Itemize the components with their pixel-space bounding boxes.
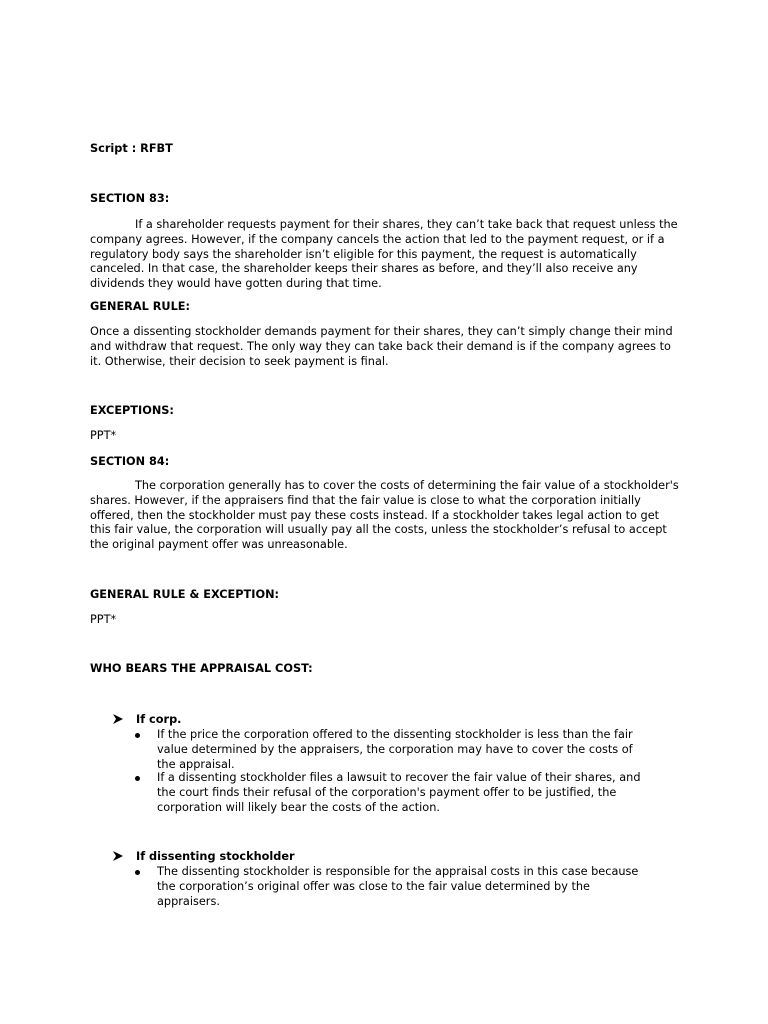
general-rule-paragraph: Once a dissenting stockholder demands payment for their shares, they can’t simply change their mind and withdraw that request. The only way they can take back their demand is if the company agrees to it. Otherwise, their decision to seek payment is final. bbox=[90, 325, 673, 368]
section-84-paragraph: The corporation generally has to cover the costs of determining the fair value of a stockholder's shares. However, if the appraisers find that the fair value is close to what the corporation initially offered, then the stockholder must pay these costs instead. If a stockholder takes legal action to get this fair value, the corporation will usually pay all the costs, unless the stockholder’s refusal to accept the original payment offer was unreasonable. bbox=[90, 479, 679, 552]
appraisal-bullet-text: If the price the corporation offered to the dissenting stockholder is less than the fair value determined by the appraisers, the corporation may have to cover the costs of the appraisal. bbox=[157, 728, 633, 771]
appraisal-bullet bbox=[157, 865, 647, 909]
appraisal-bullet-text: The dissenting stockholder is responsible for the appraisal costs in this case because the corporation’s original offer was close to the fair value determined by the appraisers. bbox=[157, 865, 639, 908]
section-83-heading: SECTION 83: bbox=[90, 192, 170, 205]
general-rule-exception-note: PPT* bbox=[90, 613, 117, 626]
appraisal-bullet bbox=[157, 728, 647, 772]
arrowhead-bullet-icon bbox=[112, 850, 124, 862]
arrowhead-bullet-icon bbox=[112, 713, 124, 725]
appraisal-bullet bbox=[157, 771, 647, 815]
round-bullet-icon bbox=[135, 776, 140, 781]
section-84-heading: SECTION 84: bbox=[90, 455, 170, 468]
section-83-paragraph: If a shareholder requests payment for their shares, they can’t take back that request unless the company agrees. However, if the company cancels the action that led to the payment request, or if a regulatory body says the shareholder isn’t eligible for this payment, the request is automatically canceled. In that case, the shareholder keeps their shares as before, and they’ll also receive any dividends they would have gotten during that time. bbox=[90, 218, 678, 291]
round-bullet-icon bbox=[135, 870, 140, 875]
general-rule-heading: GENERAL RULE: bbox=[90, 300, 191, 313]
appraisal-group-label: If corp. bbox=[136, 713, 182, 726]
appraisal-bullet-text: If a dissenting stockholder files a lawsuit to recover the fair value of their shares, and the court finds their refusal of the corporation's payment offer to be justified, the corporation will likely bear the costs of the action. bbox=[157, 771, 641, 814]
exceptions-heading: EXCEPTIONS: bbox=[90, 404, 174, 417]
script-title: Script : RFBT bbox=[90, 142, 173, 155]
appraisal-group-label: If dissenting stockholder bbox=[136, 850, 295, 863]
exceptions-note: PPT* bbox=[90, 429, 117, 442]
round-bullet-icon bbox=[135, 733, 140, 738]
general-rule-exception-heading: GENERAL RULE & EXCEPTION: bbox=[90, 588, 280, 601]
appraisal-cost-heading: WHO BEARS THE APPRAISAL COST: bbox=[90, 662, 313, 675]
